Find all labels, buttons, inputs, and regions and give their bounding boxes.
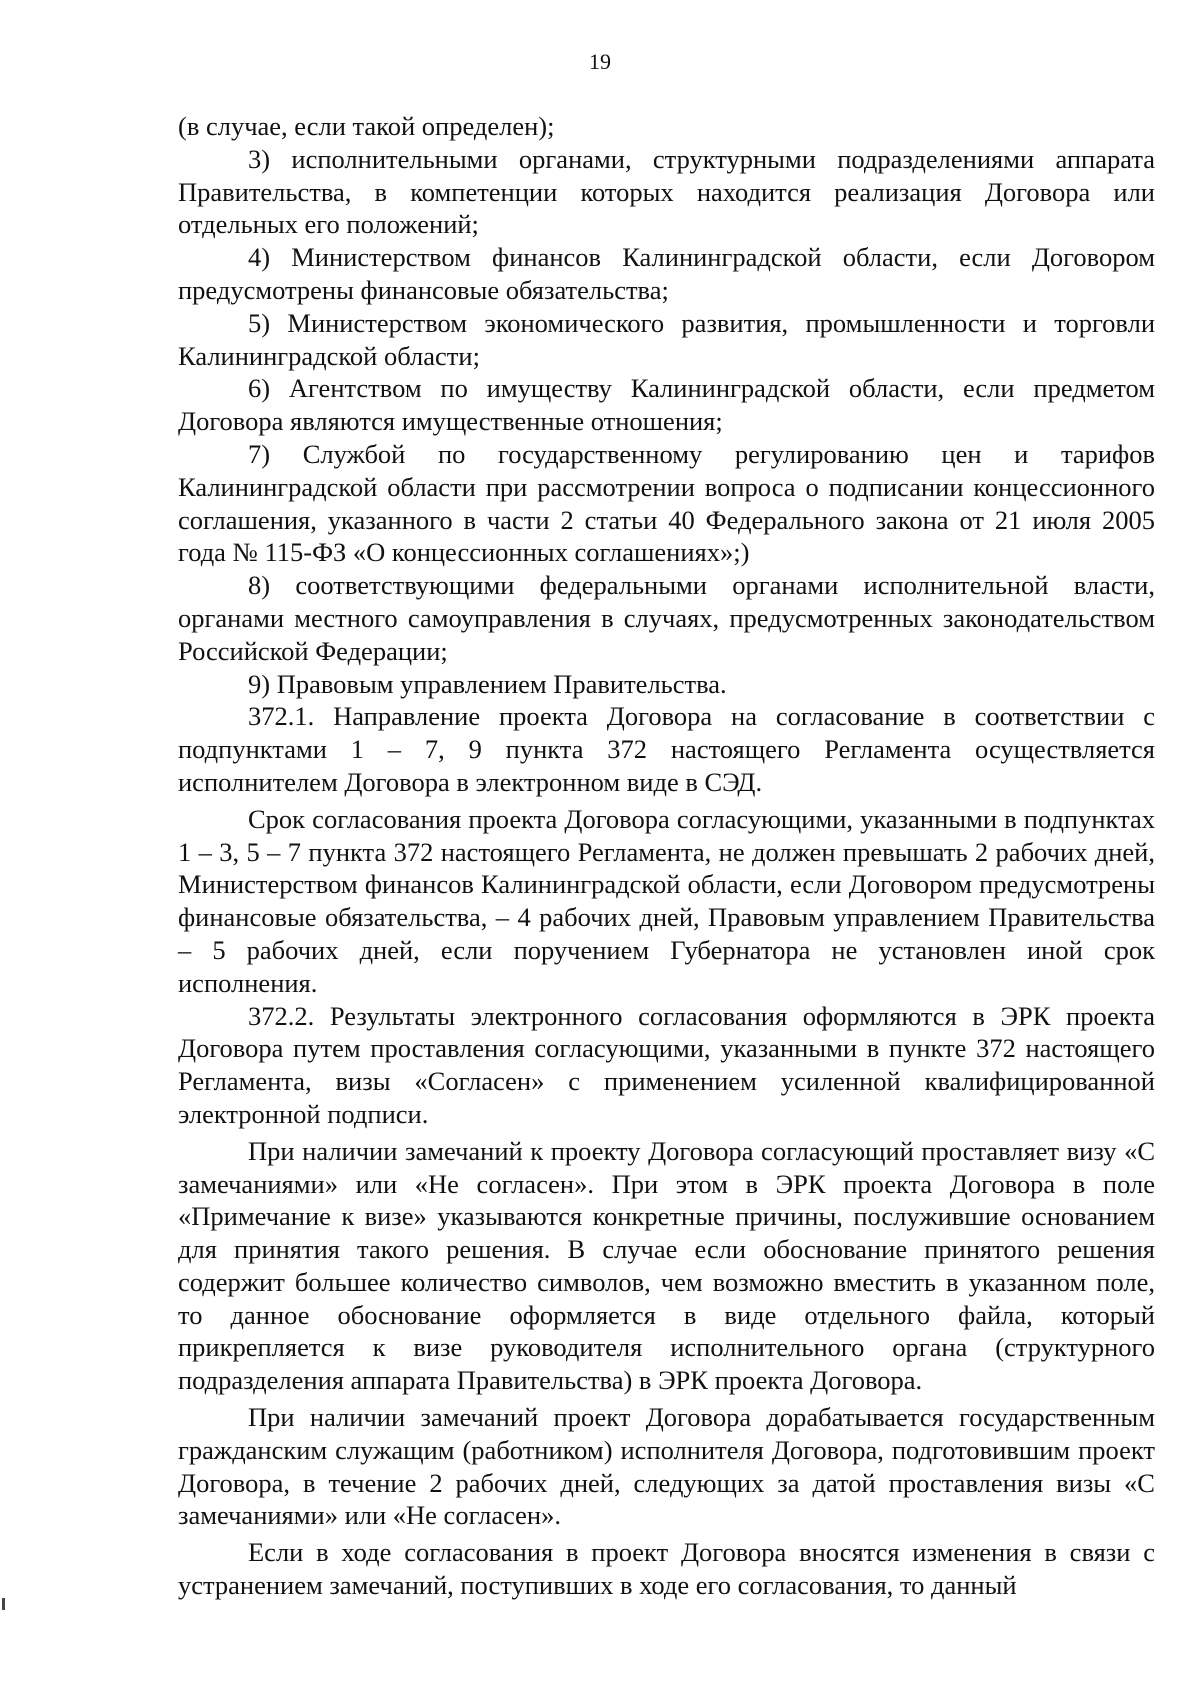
- paragraph-item-9: 9) Правовым управлением Правительства.: [248, 668, 727, 699]
- paragraph-372-2: 372.2. Результаты электронного согласования оформляются в ЭРК проекта Договора путем проставления согласующими, указанными в пункте 372 настоящего Регламента, визы «Согласен» с применением усиленной квалифицированной электронной подписи.: [178, 1000, 1155, 1129]
- paragraph-item-7: 7) Службой по государственному регулированию цен и тарифов Калининградской области при рассмотрении вопроса о подписании концессионного соглашения, указанного в части 2 статьи 40 Федерального закона от 21 июля 2005 года № 115-ФЗ «О концессионных соглашениях»;): [178, 438, 1155, 568]
- document-body: [178, 110, 1155, 1602]
- paragraph-item-6: 6) Агентством по имуществу Калининградской области, если предметом Договора являются имущественные отношения;: [178, 373, 1155, 437]
- paragraph-item-5: 5) Министерством экономического развития, промышленности и торговли Калининградской области;: [178, 307, 1155, 371]
- paragraph-372-1: 372.1. Направление проекта Договора на согласование в соответствии с подпунктами 1 – 7, 9 пункта 372 настоящего Регламента осуществляется исполнителем Договора в электронном виде в СЭД.: [178, 701, 1155, 797]
- paragraph-item-4: 4) Министерством финансов Калининградской области, если Договором предусмотрены финансовые обязательства;: [178, 242, 1155, 305]
- paragraph-continuation: (в случае, если такой определен);: [178, 111, 555, 141]
- paragraph-approval-term: Срок согласования проекта Договора согласующими, указанными в подпунктах 1 – 3, 5 – 7 пункта 372 настоящего Регламента, не должен превышать 2 рабочих дней, Министерством финансов Калининградской области, если Договором предусмотрены финансовые обязательства, – 4 рабочих дней, Правовым управлением Правительства – 5 рабочих дней, если поручением Губернатора не установлен иной срок исполнения.: [178, 803, 1155, 998]
- paragraph-remarks: При наличии замечаний к проекту Договора согласующий проставляет визу «С замечаниями» или «Не согласен». При этом в ЭРК проекта Договора в поле «Примечание к визе» указываются конкретные причины, послужившие основанием для принятия такого решения. В случае если обоснование принятого решения содержит большее количество символов, чем возможно вместить в указанном поле, то данное обоснование оформляется в виде отдельного файла, который прикрепляется к визе руководителя исполнительного органа (структурного подразделения аппарата Правительства) в ЭРК проекта Договора.: [178, 1135, 1155, 1396]
- scan-edge-mark: [2, 1598, 5, 1610]
- page-number: 19: [589, 49, 611, 74]
- paragraph-item-8: 8) соответствующими федеральными органами исполнительной власти, органами местного самоуправления в случаях, предусмотренных законодательством Российской Федерации;: [178, 570, 1155, 666]
- paragraph-item-3: 3) исполнительными органами, структурными подразделениями аппарата Правительства, в компетенции которых находится реализация Договора или отдельных его положений;: [178, 143, 1155, 240]
- paragraph-rework: При наличии замечаний проект Договора дорабатывается государственным гражданским служащим (работником) исполнителя Договора, подготовившим проект Договора, в течение 2 рабочих дней, следующих за датой проставления визы «С замечаниями» или «Не согласен».: [178, 1402, 1155, 1531]
- paragraph-changes: Если в ходе согласования в проект Договора вносятся изменения в связи с устранением замечаний, поступивших в ходе его согласования, то данный: [178, 1537, 1155, 1601]
